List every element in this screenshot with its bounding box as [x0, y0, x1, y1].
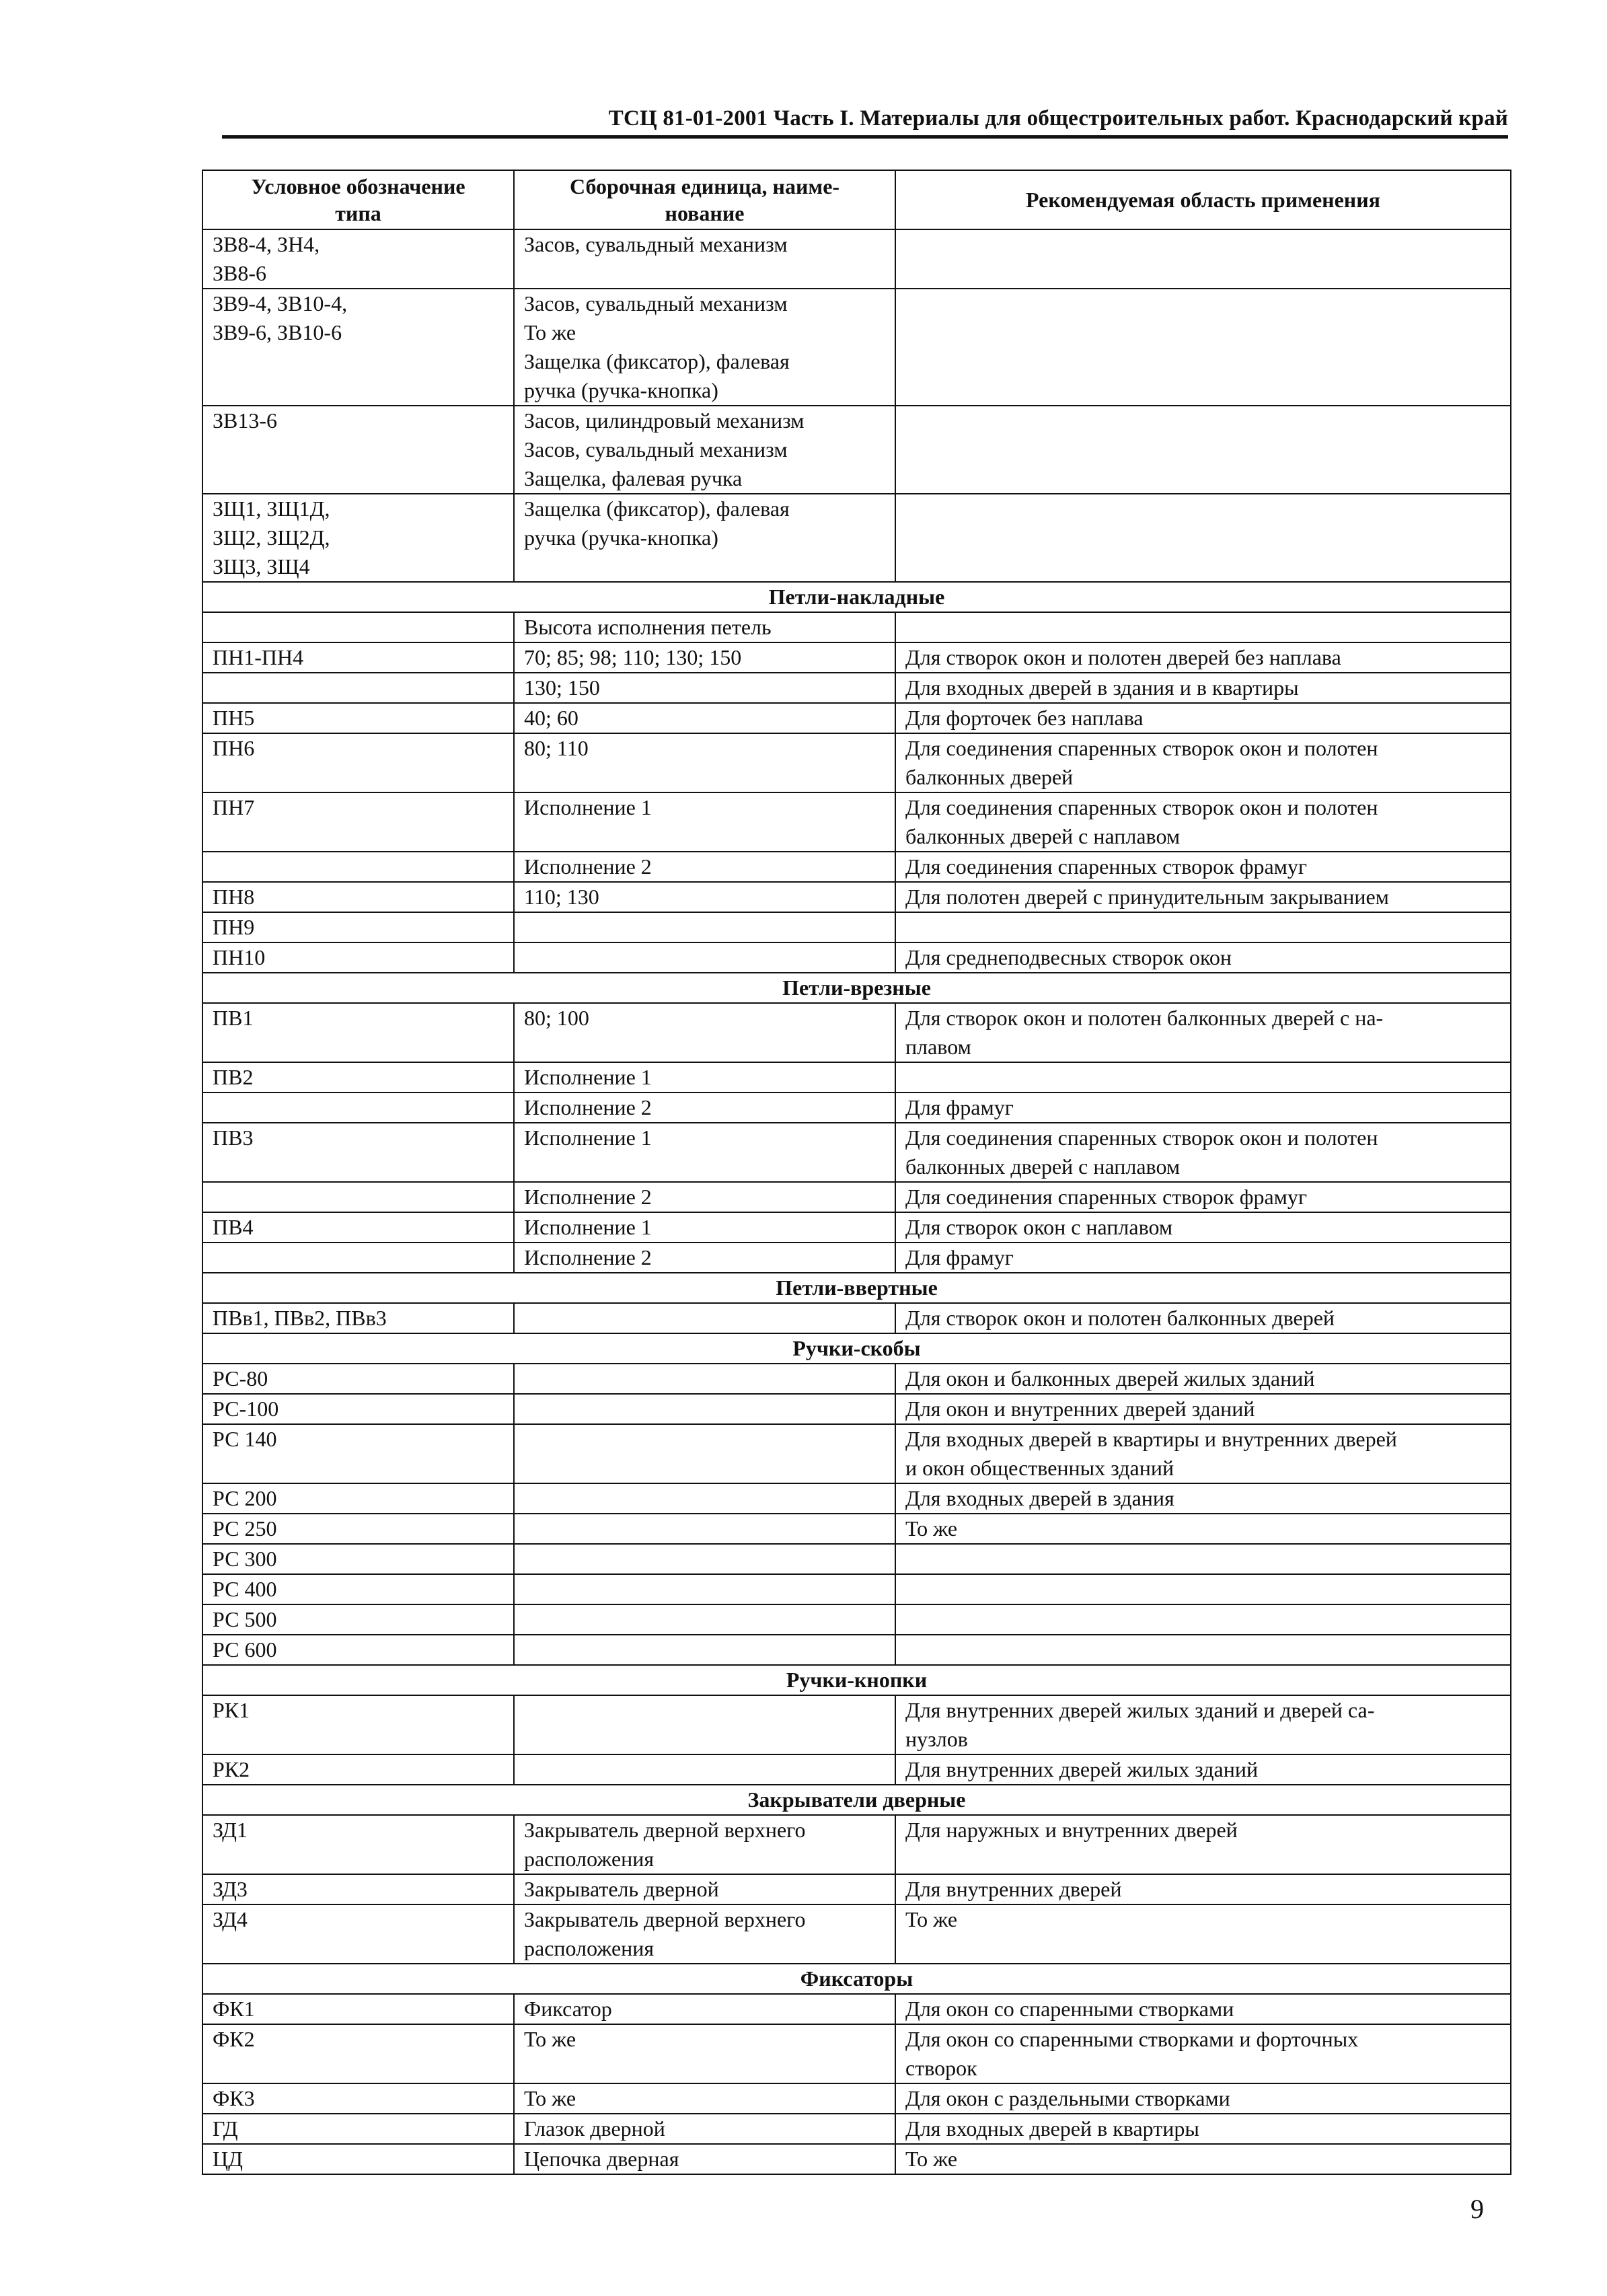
- type-cell: [202, 1754, 514, 1785]
- cell-text-line: Для внутренних дверей: [905, 1877, 1122, 1901]
- table-row: [202, 882, 1511, 912]
- table-row: [202, 1182, 1511, 1212]
- cell-text-line: 80; 100: [524, 1006, 589, 1030]
- unit-cell: [514, 1093, 895, 1123]
- cell-text-line: Закрыватель дверной: [524, 1877, 719, 1901]
- unit-cell: [514, 2083, 895, 2114]
- cell-text-line: 70; 85; 98; 110; 130; 150: [524, 645, 742, 669]
- type-cell: [202, 942, 514, 973]
- cell-text-line: Для фрамуг: [905, 1095, 1014, 1119]
- table-row: [202, 1574, 1511, 1604]
- table-row: [202, 642, 1511, 673]
- cell-text-line: Исполнение 2: [524, 854, 652, 879]
- cell-text-line: То же: [524, 2027, 576, 2051]
- cell-text-line: расположения: [524, 1936, 655, 1960]
- type-cell: [202, 882, 514, 912]
- cell-text-line: Для внутренних дверей жилых зданий и дверей са-: [905, 1698, 1375, 1722]
- cell-text-line: плавом: [905, 1035, 971, 1059]
- table-row: [202, 1544, 1511, 1574]
- application-cell: [895, 1695, 1511, 1754]
- type-cell: [202, 1093, 514, 1123]
- unit-cell: [514, 1123, 895, 1182]
- unit-cell: [514, 1243, 895, 1273]
- cell-text-line: 40; 60: [524, 706, 578, 730]
- cell-text-line: РС 200: [213, 1486, 277, 1510]
- unit-cell: [514, 733, 895, 792]
- table-row: [202, 2083, 1511, 2114]
- cell-text-line: ЗВ8-6: [213, 261, 267, 285]
- table-row: [202, 1093, 1511, 1123]
- type-cell: [202, 1364, 514, 1394]
- header-rule: [222, 135, 1508, 139]
- cell-text-line: ЗВ13-6: [213, 408, 278, 433]
- cell-text-line: То же: [524, 320, 576, 344]
- unit-cell: [514, 1394, 895, 1424]
- application-cell: [895, 1635, 1511, 1665]
- application-cell: [895, 1003, 1511, 1062]
- type-cell: [202, 2144, 514, 2174]
- application-cell: [895, 792, 1511, 852]
- type-cell: [202, 494, 514, 582]
- cell-text-line: Исполнение 1: [524, 1215, 652, 1239]
- unit-cell: [514, 1874, 895, 1904]
- section-title: Петли-врезные: [202, 973, 1511, 1003]
- type-cell: [202, 2083, 514, 2114]
- cell-text-line: РС 300: [213, 1547, 277, 1571]
- column-header-application: Рекомендуемая область применения: [895, 170, 1511, 229]
- cell-text-line: Исполнение 1: [524, 795, 652, 819]
- type-cell: [202, 1303, 514, 1333]
- cell-text-line: Исполнение 2: [524, 1185, 652, 1209]
- unit-cell: [514, 289, 895, 406]
- table-row: [202, 703, 1511, 733]
- cell-text-line: створок: [905, 2056, 977, 2080]
- application-cell: [895, 1212, 1511, 1243]
- cell-text-line: ПВ3: [213, 1125, 254, 1150]
- cell-text-line: ПН9: [213, 915, 255, 939]
- cell-text-line: ЗЩ1, ЗЩ1Д,: [213, 496, 330, 521]
- cell-text-line: ЗВ9-4, ЗВ10-4,: [213, 291, 348, 316]
- hardware-spec-table: [202, 170, 1511, 2175]
- section-row: [202, 582, 1511, 612]
- cell-text-line: Для соединения спаренных створок фрамуг: [905, 854, 1308, 879]
- cell-text-line: балконных дверей с наплавом: [905, 1154, 1181, 1179]
- cell-text-line: Исполнение 2: [524, 1095, 652, 1119]
- unit-cell: [514, 642, 895, 673]
- cell-text-line: ЗД3: [213, 1877, 248, 1901]
- application-cell: [895, 1394, 1511, 1424]
- cell-text-line: Для соединения спаренных створок окон и полотен: [905, 795, 1378, 819]
- table-row: [202, 2144, 1511, 2174]
- cell-text-line: расположения: [524, 1847, 655, 1871]
- unit-cell: [514, 1574, 895, 1604]
- cell-text-line: Засов, сувальдный механизм: [524, 291, 788, 316]
- application-cell: [895, 912, 1511, 942]
- cell-text-line: РС 600: [213, 1637, 277, 1662]
- section-title: Ручки-скобы: [202, 1333, 1511, 1364]
- cell-text-line: ФК3: [213, 2086, 255, 2110]
- application-cell: [895, 2024, 1511, 2083]
- cell-text-line: Для окон со спаренными створками и форточных: [905, 2027, 1359, 2051]
- type-cell: [202, 1243, 514, 1273]
- table-row: [202, 1904, 1511, 1964]
- cell-text-line: Защелка, фалевая ручка: [524, 466, 743, 490]
- unit-cell: [514, 406, 895, 494]
- cell-text-line: Для створок окон и полотен дверей без наплава: [905, 645, 1341, 669]
- cell-text-line: ЦД: [213, 2147, 243, 2171]
- cell-text-line: 130; 150: [524, 675, 600, 700]
- application-cell: [895, 673, 1511, 703]
- table-row: [202, 1364, 1511, 1394]
- table-row: [202, 1754, 1511, 1785]
- application-cell: [895, 2144, 1511, 2174]
- application-cell: [895, 1364, 1511, 1394]
- application-cell: [895, 1424, 1511, 1483]
- unit-cell: [514, 494, 895, 582]
- application-cell: [895, 642, 1511, 673]
- type-cell: [202, 1544, 514, 1574]
- type-cell: [202, 792, 514, 852]
- cell-text-line: Цепочка дверная: [524, 2147, 679, 2171]
- section-row: [202, 1964, 1511, 1994]
- cell-text-line: Для соединения спаренных створок окон и полотен: [905, 1125, 1378, 1150]
- application-cell: [895, 1994, 1511, 2024]
- table-row: [202, 792, 1511, 852]
- unit-cell: [514, 673, 895, 703]
- cell-text-line: Для окон и балконных дверей жилых зданий: [905, 1366, 1315, 1391]
- cell-text-line: ФК1: [213, 1997, 255, 2021]
- table-row: [202, 1424, 1511, 1483]
- cell-text-line: РС 400: [213, 1577, 277, 1601]
- cell-text-line: РК2: [213, 1757, 250, 1781]
- cell-text-line: Для среднеподвесных створок окон: [905, 945, 1232, 969]
- application-cell: [895, 1544, 1511, 1574]
- type-cell: [202, 1574, 514, 1604]
- type-cell: [202, 1815, 514, 1874]
- table-row: [202, 1394, 1511, 1424]
- page-number: 9: [1470, 2194, 1484, 2224]
- type-cell: [202, 612, 514, 642]
- cell-text-line: Высота исполнения петель: [524, 615, 772, 639]
- application-cell: [895, 2114, 1511, 2144]
- unit-cell: [514, 852, 895, 882]
- cell-text-line: ручка (ручка-кнопка): [524, 525, 718, 550]
- unit-cell: [514, 1364, 895, 1394]
- cell-text-line: Для входных дверей в квартиры: [905, 2116, 1199, 2141]
- cell-text-line: Для наружных и внутренних дверей: [905, 1818, 1238, 1842]
- cell-text-line: РК1: [213, 1698, 250, 1722]
- cell-text-line: Для окон со спаренными створками: [905, 1997, 1234, 2021]
- table-row: [202, 1123, 1511, 1182]
- unit-cell: [514, 1904, 895, 1964]
- table-row: [202, 289, 1511, 406]
- cell-text-line: Для окон и внутренних дверей зданий: [905, 1397, 1255, 1421]
- cell-text-line: Глазок дверной: [524, 2116, 665, 2141]
- table-row: [202, 2114, 1511, 2144]
- cell-text-line: 110; 130: [524, 885, 599, 909]
- application-cell: [895, 1093, 1511, 1123]
- cell-text-line: Защелка (фиксатор), фалевая: [524, 349, 790, 373]
- type-cell: [202, 852, 514, 882]
- cell-text-line: РС 140: [213, 1427, 277, 1451]
- type-cell: [202, 1182, 514, 1212]
- type-cell: [202, 1483, 514, 1514]
- type-cell: [202, 1424, 514, 1483]
- column-header-unit: Сборочная единица, наиме- нование: [514, 170, 895, 229]
- cell-text-line: Засов, сувальдный механизм: [524, 232, 788, 256]
- application-cell: [895, 229, 1511, 289]
- table-row: [202, 1695, 1511, 1754]
- cell-text-line: ПВв1, ПВв2, ПВв3: [213, 1306, 387, 1330]
- unit-cell: [514, 2024, 895, 2083]
- unit-cell: [514, 612, 895, 642]
- application-cell: [895, 733, 1511, 792]
- table-row: [202, 852, 1511, 882]
- application-cell: [895, 1754, 1511, 1785]
- unit-cell: [514, 1754, 895, 1785]
- column-header-type: Условное обозначение типа: [202, 170, 514, 229]
- type-cell: [202, 912, 514, 942]
- unit-cell: [514, 1212, 895, 1243]
- cell-text-line: РС 500: [213, 1607, 277, 1631]
- cell-text-line: ЗВ9-6, ЗВ10-6: [213, 320, 342, 344]
- cell-text-line: ЗД1: [213, 1818, 248, 1842]
- unit-cell: [514, 882, 895, 912]
- unit-cell: [514, 1303, 895, 1333]
- cell-text-line: Засов, сувальдный механизм: [524, 437, 788, 461]
- unit-cell: [514, 1514, 895, 1544]
- application-cell: [895, 852, 1511, 882]
- type-cell: [202, 1212, 514, 1243]
- cell-text-line: Для фрамуг: [905, 1245, 1014, 1269]
- section-title: Ручки-кнопки: [202, 1665, 1511, 1695]
- cell-text-line: Закрыватель дверной верхнего: [524, 1907, 806, 1931]
- cell-text-line: Для внутренних дверей жилых зданий: [905, 1757, 1259, 1781]
- unit-cell: [514, 2114, 895, 2144]
- application-cell: [895, 494, 1511, 582]
- application-cell: [895, 1483, 1511, 1514]
- cell-text-line: Для входных дверей в здания: [905, 1486, 1174, 1510]
- table-row: [202, 1994, 1511, 2024]
- type-cell: [202, 229, 514, 289]
- section-row: [202, 1333, 1511, 1364]
- page-header: [222, 102, 1508, 139]
- cell-text-line: ручка (ручка-кнопка): [524, 378, 718, 402]
- section-row: [202, 1785, 1511, 1815]
- application-cell: [895, 612, 1511, 642]
- cell-text-line: балконных дверей: [905, 765, 1074, 789]
- cell-text-line: ПВ4: [213, 1215, 254, 1239]
- table-body: [202, 229, 1511, 2174]
- type-cell: [202, 2114, 514, 2144]
- application-cell: [895, 1904, 1511, 1964]
- cell-text-line: ЗЩ2, ЗЩ2Д,: [213, 525, 330, 550]
- cell-text-line: Исполнение 1: [524, 1065, 652, 1089]
- unit-cell: [514, 912, 895, 942]
- cell-text-line: Для входных дверей в здания и в квартиры: [905, 675, 1299, 700]
- application-cell: [895, 1182, 1511, 1212]
- section-title: Петли-накладные: [202, 582, 1511, 612]
- document-title: ТСЦ 81-01-2001 Часть I. Материалы для общестроительных работ. Краснодарский край: [608, 106, 1508, 131]
- section-title: Фиксаторы: [202, 1964, 1511, 1994]
- cell-text-line: ПН10: [213, 945, 266, 969]
- unit-cell: [514, 229, 895, 289]
- application-cell: [895, 942, 1511, 973]
- unit-cell: [514, 1695, 895, 1754]
- section-title: Петли-ввертные: [202, 1273, 1511, 1303]
- type-cell: [202, 2024, 514, 2083]
- cell-text-line: То же: [905, 1516, 958, 1541]
- type-cell: [202, 1123, 514, 1182]
- application-cell: [895, 289, 1511, 406]
- cell-text-line: ПН6: [213, 736, 255, 760]
- unit-cell: [514, 1544, 895, 1574]
- unit-cell: [514, 1994, 895, 2024]
- unit-cell: [514, 792, 895, 852]
- cell-text-line: Для полотен дверей с принудительным закрыванием: [905, 885, 1389, 909]
- table-header-row: [202, 170, 1511, 229]
- cell-text-line: ГД: [213, 2116, 238, 2141]
- cell-text-line: Для форточек без наплава: [905, 706, 1144, 730]
- cell-text-line: То же: [905, 2147, 958, 2171]
- type-cell: [202, 1874, 514, 1904]
- type-cell: [202, 406, 514, 494]
- type-cell: [202, 733, 514, 792]
- type-cell: [202, 1904, 514, 1964]
- application-cell: [895, 703, 1511, 733]
- table-row: [202, 1003, 1511, 1062]
- cell-text-line: ЗЩ3, ЗЩ4: [213, 554, 310, 579]
- cell-text-line: Для створок окон с наплавом: [905, 1215, 1173, 1239]
- application-cell: [895, 1574, 1511, 1604]
- application-cell: [895, 1815, 1511, 1874]
- cell-text-line: То же: [524, 2086, 576, 2110]
- unit-cell: [514, 942, 895, 973]
- unit-cell: [514, 1182, 895, 1212]
- cell-text-line: ПН8: [213, 885, 255, 909]
- cell-text-line: РС-80: [213, 1366, 268, 1391]
- cell-text-line: ПН1-ПН4: [213, 645, 304, 669]
- table-row: [202, 494, 1511, 582]
- table-row: [202, 1514, 1511, 1544]
- application-cell: [895, 1874, 1511, 1904]
- unit-cell: [514, 1604, 895, 1635]
- cell-text-line: ПН7: [213, 795, 255, 819]
- cell-text-line: Засов, цилиндровый механизм: [524, 408, 805, 433]
- cell-text-line: ЗВ8-4, ЗН4,: [213, 232, 320, 256]
- application-cell: [895, 1243, 1511, 1273]
- cell-text-line: Для соединения спаренных створок окон и полотен: [905, 736, 1378, 760]
- type-cell: [202, 1994, 514, 2024]
- cell-text-line: ЗД4: [213, 1907, 248, 1931]
- table-row: [202, 1212, 1511, 1243]
- cell-text-line: ФК2: [213, 2027, 255, 2051]
- cell-text-line: Исполнение 1: [524, 1125, 652, 1150]
- application-cell: [895, 1123, 1511, 1182]
- type-cell: [202, 1062, 514, 1093]
- cell-text-line: нузлов: [905, 1727, 968, 1751]
- cell-text-line: и окон общественных зданий: [905, 1456, 1174, 1480]
- table-row: [202, 912, 1511, 942]
- application-cell: [895, 1303, 1511, 1333]
- table-row: [202, 406, 1511, 494]
- unit-cell: [514, 1815, 895, 1874]
- unit-cell: [514, 2144, 895, 2174]
- unit-cell: [514, 703, 895, 733]
- table-row: [202, 1815, 1511, 1874]
- application-cell: [895, 1604, 1511, 1635]
- cell-text-line: Для створок окон и полотен балконных дверей с на-: [905, 1006, 1384, 1030]
- table-row: [202, 673, 1511, 703]
- table-row: [202, 1604, 1511, 1635]
- table-row: [202, 733, 1511, 792]
- unit-cell: [514, 1635, 895, 1665]
- cell-text-line: Исполнение 2: [524, 1245, 652, 1269]
- type-cell: [202, 1003, 514, 1062]
- cell-text-line: ПН5: [213, 706, 255, 730]
- application-cell: [895, 2083, 1511, 2114]
- unit-cell: [514, 1483, 895, 1514]
- type-cell: [202, 289, 514, 406]
- type-cell: [202, 1695, 514, 1754]
- cell-text-line: Для окон с раздельными створками: [905, 2086, 1230, 2110]
- section-row: [202, 1665, 1511, 1695]
- table-row: [202, 2024, 1511, 2083]
- application-cell: [895, 1514, 1511, 1544]
- unit-cell: [514, 1424, 895, 1483]
- type-cell: [202, 1635, 514, 1665]
- table-row: [202, 612, 1511, 642]
- application-cell: [895, 1062, 1511, 1093]
- unit-cell: [514, 1003, 895, 1062]
- section-row: [202, 1273, 1511, 1303]
- type-cell: [202, 642, 514, 673]
- cell-text-line: ПВ1: [213, 1006, 254, 1030]
- section-row: [202, 973, 1511, 1003]
- type-cell: [202, 673, 514, 703]
- type-cell: [202, 703, 514, 733]
- cell-text-line: РС 250: [213, 1516, 277, 1541]
- cell-text-line: балконных дверей с наплавом: [905, 824, 1181, 848]
- cell-text-line: То же: [905, 1907, 958, 1931]
- cell-text-line: Для соединения спаренных створок фрамуг: [905, 1185, 1308, 1209]
- table-row: [202, 229, 1511, 289]
- cell-text-line: Для входных дверей в квартиры и внутренних дверей: [905, 1427, 1397, 1451]
- table-row: [202, 1483, 1511, 1514]
- table-row: [202, 942, 1511, 973]
- section-title: Закрыватели дверные: [202, 1785, 1511, 1815]
- cell-text-line: РС-100: [213, 1397, 279, 1421]
- table-row: [202, 1874, 1511, 1904]
- unit-cell: [514, 1062, 895, 1093]
- cell-text-line: Фиксатор: [524, 1997, 612, 2021]
- type-cell: [202, 1394, 514, 1424]
- cell-text-line: ПВ2: [213, 1065, 254, 1089]
- cell-text-line: 80; 110: [524, 736, 589, 760]
- type-cell: [202, 1604, 514, 1635]
- table-row: [202, 1635, 1511, 1665]
- table-row: [202, 1303, 1511, 1333]
- application-cell: [895, 882, 1511, 912]
- application-cell: [895, 406, 1511, 494]
- table-row: [202, 1243, 1511, 1273]
- cell-text-line: Для створок окон и полотен балконных дверей: [905, 1306, 1335, 1330]
- cell-text-line: Защелка (фиксатор), фалевая: [524, 496, 790, 521]
- cell-text-line: Закрыватель дверной верхнего: [524, 1818, 806, 1842]
- type-cell: [202, 1514, 514, 1544]
- table-row: [202, 1062, 1511, 1093]
